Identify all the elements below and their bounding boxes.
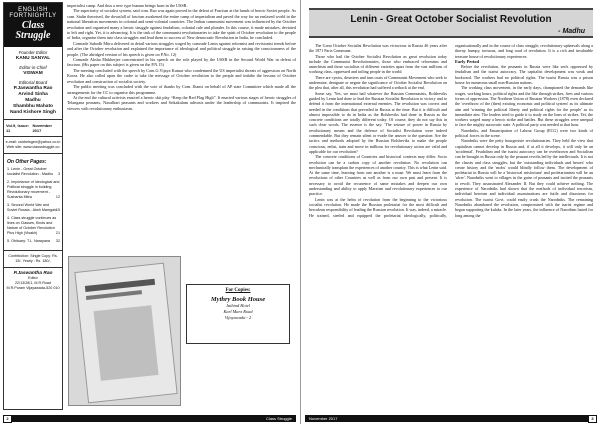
for-copies-box [186, 284, 290, 344]
issue-info [4, 123, 62, 133]
volume-issue: Vol.9, Issue: 11 [6, 123, 30, 133]
paragraph: Those who hail the October Socialist Revolution as great revolution today include the Communist Revolutionaries, those who embraced reformism and anarchism and those socialists of different varieties apart from the vast millions of working class, oppressed and toiling people in the world. [309, 53, 447, 75]
founder-section [4, 47, 62, 62]
paragraph: At the end the cultural activists enacted a heroic skit play “Keep the Red Flag High”. It enacted various stages of heroic struggles of Telangana peasants, Naxalbari peasants and workers and Srikakulam adivasis under the leadership of communists. It inspired the viewers with revolutionary enthusiasm. [67, 94, 296, 111]
left-article-text [67, 3, 296, 111]
article-title: Lenin - Great October Socialist Revolution [350, 14, 552, 25]
paragraph: Narodniks were the petty bourgeoisie revolutionaries. They held the view that capitalism cannot develop in Russia and, if at all it develops, it will only be an 'accidental'. Feudalism and the tsarist autocracy can be overthrown and Socialism can be brought in Russia only by the peasant revolts led by the intellectuals. It is not the classes and class struggles, but the 'outstanding individuals and heroes' who create history and the 'mobs' would blindly follow them. The development of proletariat in Russia will be a 'historical misfortune' and proletarianism will be an 'ulcer'. Narodniks went to villages in the guise of peasants and incited the peasants to revolt. They assassinated Alexander II. But they could achieve nothing. The experience of Narodniks had shown that the methods of individual terrorism, individual heroism and individual assassinations are futile and disastrous for revolution. The tsarist Govt. could easily crush the Narodniks. The remaining Narodniks abandoned the revolution, compromised with the tsarist regime and began supporting the kulaks. In the later years, the influence of Narodism lasted for long among the [455, 138, 593, 218]
board-section [4, 77, 62, 116]
divider [4, 136, 62, 137]
board-label: Editorial Board [18, 80, 48, 85]
for-copies-title: For Copies: [225, 288, 251, 293]
editor-label: Editor-in-Chief [19, 65, 47, 70]
book-cover-image [68, 256, 181, 406]
toc-page-number: 32 [55, 239, 60, 243]
paragraph: Comrade Aksha Mukherjee concentrated in his speech on the role played by the USSR in the Second World War in defeat of fascism. (His paper on this subject is given on the P.N.15) [67, 57, 296, 68]
paragraph: Narodniks, and Emancipation of Labour Group (ECG) were two kinds of political forces in the scene. [455, 127, 593, 139]
toc-page-number: 21 [55, 231, 60, 235]
address-line: Vijayawada - 2 [224, 315, 252, 320]
paragraph: The meeting concluded with the speech by Com.G.Vijaya Kumar who condemned the US imperialist threats of aggression on North Korea. He also called upon the cadre to take the message of October revolution to the people and imbibe the lessons of October revolution and construction of socialist society. [67, 67, 296, 84]
paragraph: The public meeting was concluded with the vote of thanks by Com. Jhansi on behalf of AP state Committee which made all the arrangements for the CC to organise this programme. [67, 84, 296, 95]
paragraph: Lenin was at the helm of revolution from the beginning to the victorious socialist revolution. He made the Russian proletariat for the most difficult and herculean responsibility of leading the Russian revolution. It was, indeed, a miracle. He trained, steeled and equipped the proletariat ideologically, politically, organisationally and in the course of class struggle, revolutionary upheavals along a thorny, bumpy, tortuous, and long road of revolution. It is a rich and invaluable treasure house of revolutionary experiences. [309, 43, 593, 218]
contacts [4, 140, 62, 150]
masthead-logo [4, 3, 62, 47]
divider [4, 267, 62, 268]
toc-item[interactable]: 1. Lenin - Great October socialist Revolution - Madhu 3 [7, 167, 60, 176]
footer-label: November 2017 [309, 416, 338, 421]
toc-page-number: 15 [55, 208, 60, 212]
founder-label: Founder Editor [18, 50, 48, 55]
table-of-contents [4, 167, 62, 247]
board-member: Madhu [25, 98, 41, 103]
paragraph: There are cynics, deserters and turn coats of Communist Movement who seek to undermine, denigrate or negate the significance of October Socialist Revolution on the plea that, after all, this revolution had suffered a setback at the end. [309, 74, 447, 91]
website-link[interactable]: Web site: www.classstruggle.co [6, 145, 60, 149]
board-member: Arvind Sinha [18, 92, 48, 97]
publisher-address: 22/13/28/1, M.R.Road [14, 281, 52, 285]
contribution-info: Contribution: Single Copy: Rs. 15/- Yearly : Rs. 180/- [8, 254, 58, 263]
paragraph: The concrete conditions of Countries and historical contexts may differ. Socio revolution can be a carbon copy of another revolution. No revolution can mechanically transplant the experiences of another country. This is what Lenin said. At the same time, learning from one another is a must. We must learn from the revolutions of other Countries as well as from our own past and present. It is necessary to avoid the recurrence of same mistakes and deepen our own understanding and ability to apply Marxism and revolutionary experiences to our practice. [309, 154, 447, 197]
publisher-info [4, 271, 62, 291]
article-body [309, 43, 593, 409]
address-line: Karl Marx Road [223, 309, 253, 314]
address-line: Jaihind Hotel [225, 303, 251, 308]
logo-tagline: ENGLISH FORTNIGHTLY [9, 7, 57, 19]
toc-page-number: 12 [55, 195, 60, 199]
board-member: P.Jaswantha Rao [13, 86, 53, 91]
publisher-address: M.R.Puram Vijayawada-520 010 [6, 286, 60, 290]
toc-title: On Other Pages: [7, 159, 47, 165]
paragraph: Comrade Subodh Mitra delivered in detail various struggles waged by comrade Lenin against reformist and revisionist trends before and after the October revolution and explained the importance of ideological and political struggle in raising the consciousness of the people. (The abridged version of his speech is given on P.No. 12) [67, 40, 296, 57]
paragraph: Before the revolution, the peasants in Russia were like serfs oppressed by feudalism and the tsarist autocracy. The capitalist development was weak and backward. The workers had no political rights. The tsarist Russia was a prison house for numerous small non-Russian nations. [455, 64, 593, 86]
publisher-name: P.Jaswantha Rao [13, 271, 53, 276]
toc-item[interactable]: 3. Second World War and Soviet Russia - Aksh Mamgain 15 [7, 203, 60, 212]
toc-item[interactable]: 4. Class struggle continues as lines on Classes, Kinds and Nature of October Revolution Plus High (Visakh) 21 [7, 216, 60, 235]
page-number: 3 [588, 415, 597, 423]
book-house-name: Mythry Book House [210, 296, 266, 303]
section-heading: Early Period [455, 58, 480, 64]
divider [4, 119, 62, 120]
issue-date: November 2017 [32, 123, 53, 133]
publisher-role: Editor [28, 276, 38, 280]
paragraph: The working class movement, in the early days, championed the demands like wages, working hours, political rights and the like through strikes, fires and various forms of oppression. The Northern Union of Russian Workers (1878) even declared the 'overthrow of the (then) existing economic and political system' as its ultimate aim and 'winning the political liberty and political rights for the people' as its immediate aim. The leaders tried to guide it to study on the lines of strikes. Yet, the workers waged many a heroic strike and battles. But these struggles were unequal to face the mighty autocratic state. A political party was needed at that hour. [455, 85, 593, 128]
paragraph: The Great October Socialist Revolution was victorious in Russia 46 years after the 1871 Paris Commune. [309, 43, 447, 54]
toc-item[interactable]: 2. Importance of Ideological and Political struggle in building Revolutionary movement - Sushanta Mitra 12 [7, 180, 60, 199]
paragraph: imperialist camp. And thus a new type human beings born in the USSR. [67, 3, 188, 8]
toc-page-number: 3 [57, 172, 60, 176]
board-member: Nand Kishore Singh [10, 110, 56, 115]
footer-label: Class Struggle [265, 416, 292, 421]
article-header [309, 8, 593, 38]
divider [4, 250, 62, 251]
toc-item[interactable]: 5. Obituary: T.L. Narayana 32 [7, 239, 60, 243]
logo-name: Class Struggle [15, 20, 51, 41]
email-link[interactable]: e-mail: csidmlsgen@yahoo.co.in [5, 140, 61, 144]
founder-name: KANU SANYAL [15, 56, 51, 61]
paragraph: Some say, 'Yes, we must hail whatever the Russian Communists, Bolsheviks guided by Lenin had done to lead the Russian Socialist Revolution to victory and to defend it from the international external enemies. The revolution was correct and needed in the conditions that prevailed in Russia at the time. But it is difficult and almost impossible to do in India as the Bolsheviks had done in Russia as the concrete conditions are totally different today. Of course, they do not say this in such clear words. The essence is the say: 'The seizure of power in Russia by revolutionary means and the defence of Socialist Revolution were indeed commendable. But they remain silent or evade the answer to the question: Are the tactics and methods adopted by the Russian Bolsheviks to make the people conscious, enlist, train and move in millions for revolutionary action are valid and applicable for our revolution? [309, 90, 447, 154]
board-member: Shambhu Mahato [13, 104, 53, 109]
right-footer [305, 415, 597, 422]
left-footer [3, 415, 296, 422]
divider [4, 153, 62, 154]
book-cover [74, 263, 177, 404]
editor-section [4, 62, 62, 77]
article-author: - Madhu [558, 28, 585, 35]
editor-name: VISWAM [23, 71, 43, 76]
page-number: 2 [3, 415, 12, 423]
sidebar [3, 2, 63, 410]
right-page [300, 0, 600, 424]
paragraph: The superiority of socialist system, said com. Rao was again proved in the defeat of Fascism at the hands of heroic Soviet people. As com. Stalin theorised, the downfall of fascism awakened the entire camp of imperialism and paved the way for an enslaved world in the national liberation movements in colonial and semi-colonial countries. The Indian communist movement was influenced by the October revolution and organised many a heroic struggle against feudalism, colonial rule and plunder. In this course, it made mistakes, deviated to left and right. Yet, it is advancing. It is the task of the communist revolutionaries to take the spirit of October revolution to the people of India, organise them into class struggles and lead them to success of New democratic Revolution in India, he concluded. [67, 8, 296, 41]
